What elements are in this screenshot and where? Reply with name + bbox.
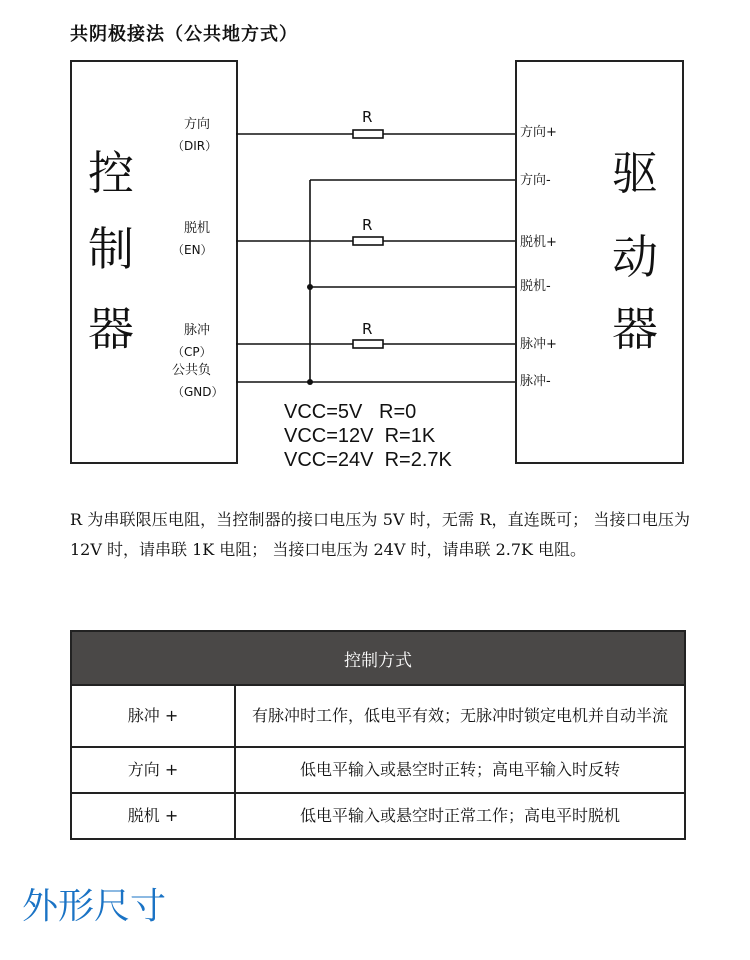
table-header: 控制方式 — [71, 631, 685, 685]
vcc-line-12v: VCC=12V R=1K — [284, 425, 436, 447]
row-value-en: 低电平输入或悬空时正常工作；高电平时脱机 — [235, 793, 685, 839]
driver-signal-dir-minus: 方向- — [520, 173, 551, 188]
section-title: 共阴极接法（公共地方式） — [70, 24, 298, 45]
resistor-en — [353, 237, 383, 245]
controller-char-1: 控 — [88, 146, 134, 200]
junction-gnd — [307, 379, 313, 385]
resistor-dir — [353, 130, 383, 138]
driver-signal-en-minus: 脱机- — [520, 279, 551, 294]
controller-char-2: 制 — [88, 222, 134, 276]
row-value-dir: 低电平输入或悬空时正转；高电平输入时反转 — [235, 747, 685, 793]
resistor-cp — [353, 340, 383, 348]
row-key-en: 脱机 + — [71, 793, 235, 839]
junction-en-minus — [307, 284, 313, 290]
signal-cp-code: （CP） — [172, 345, 212, 359]
signal-dir-code: （DIR） — [172, 139, 218, 153]
resistor-label-dir: R — [362, 108, 373, 126]
controller-char-3: 器 — [88, 302, 134, 356]
driver-signal-dir-plus: 方向+ — [520, 125, 557, 140]
table-row — [71, 793, 685, 839]
driver-signal-cp-minus: 脉冲- — [520, 374, 551, 389]
control-mode-table — [70, 630, 686, 840]
driver-signal-cp-plus: 脉冲+ — [520, 337, 557, 352]
signal-cp-name: 脉冲 — [184, 323, 211, 338]
driver-char-1: 驱 — [612, 146, 658, 200]
signal-gnd-code: （GND） — [172, 385, 224, 399]
row-value-pulse: 有脉冲时工作，低电平有效；无脉冲时锁定电机并自动半流 — [235, 685, 685, 747]
dimensions-heading: 外形尺寸 — [22, 886, 167, 927]
resistor-label-cp: R — [362, 320, 373, 338]
signal-en-name: 脱机 — [184, 221, 211, 236]
vcc-line-24v: VCC=24V R=2.7K — [284, 449, 452, 471]
table-row — [71, 747, 685, 793]
signal-en-code: （EN） — [172, 243, 213, 257]
signal-gnd-name: 公共负 — [172, 363, 212, 378]
signal-dir-name: 方向 — [184, 117, 211, 132]
driver-char-2: 动 — [612, 230, 658, 284]
driver-signal-en-plus: 脱机+ — [520, 235, 557, 250]
vcc-line-5v: VCC=5V R=0 — [284, 401, 417, 423]
table-row — [71, 685, 685, 747]
row-key-pulse: 脉冲 + — [71, 685, 235, 747]
row-key-dir: 方向 + — [71, 747, 235, 793]
driver-char-3: 器 — [612, 302, 658, 356]
resistor-label-en: R — [362, 216, 373, 234]
resistor-note: R 为串联限压电阻，当控制器的接口电压为 5V 时，无需 R，直连既可； 当接口电压为 12V 时，请串联 1K 电阻； 当接口电压为 24V 时，请串联 2.7K 电阻。 — [70, 510, 690, 559]
